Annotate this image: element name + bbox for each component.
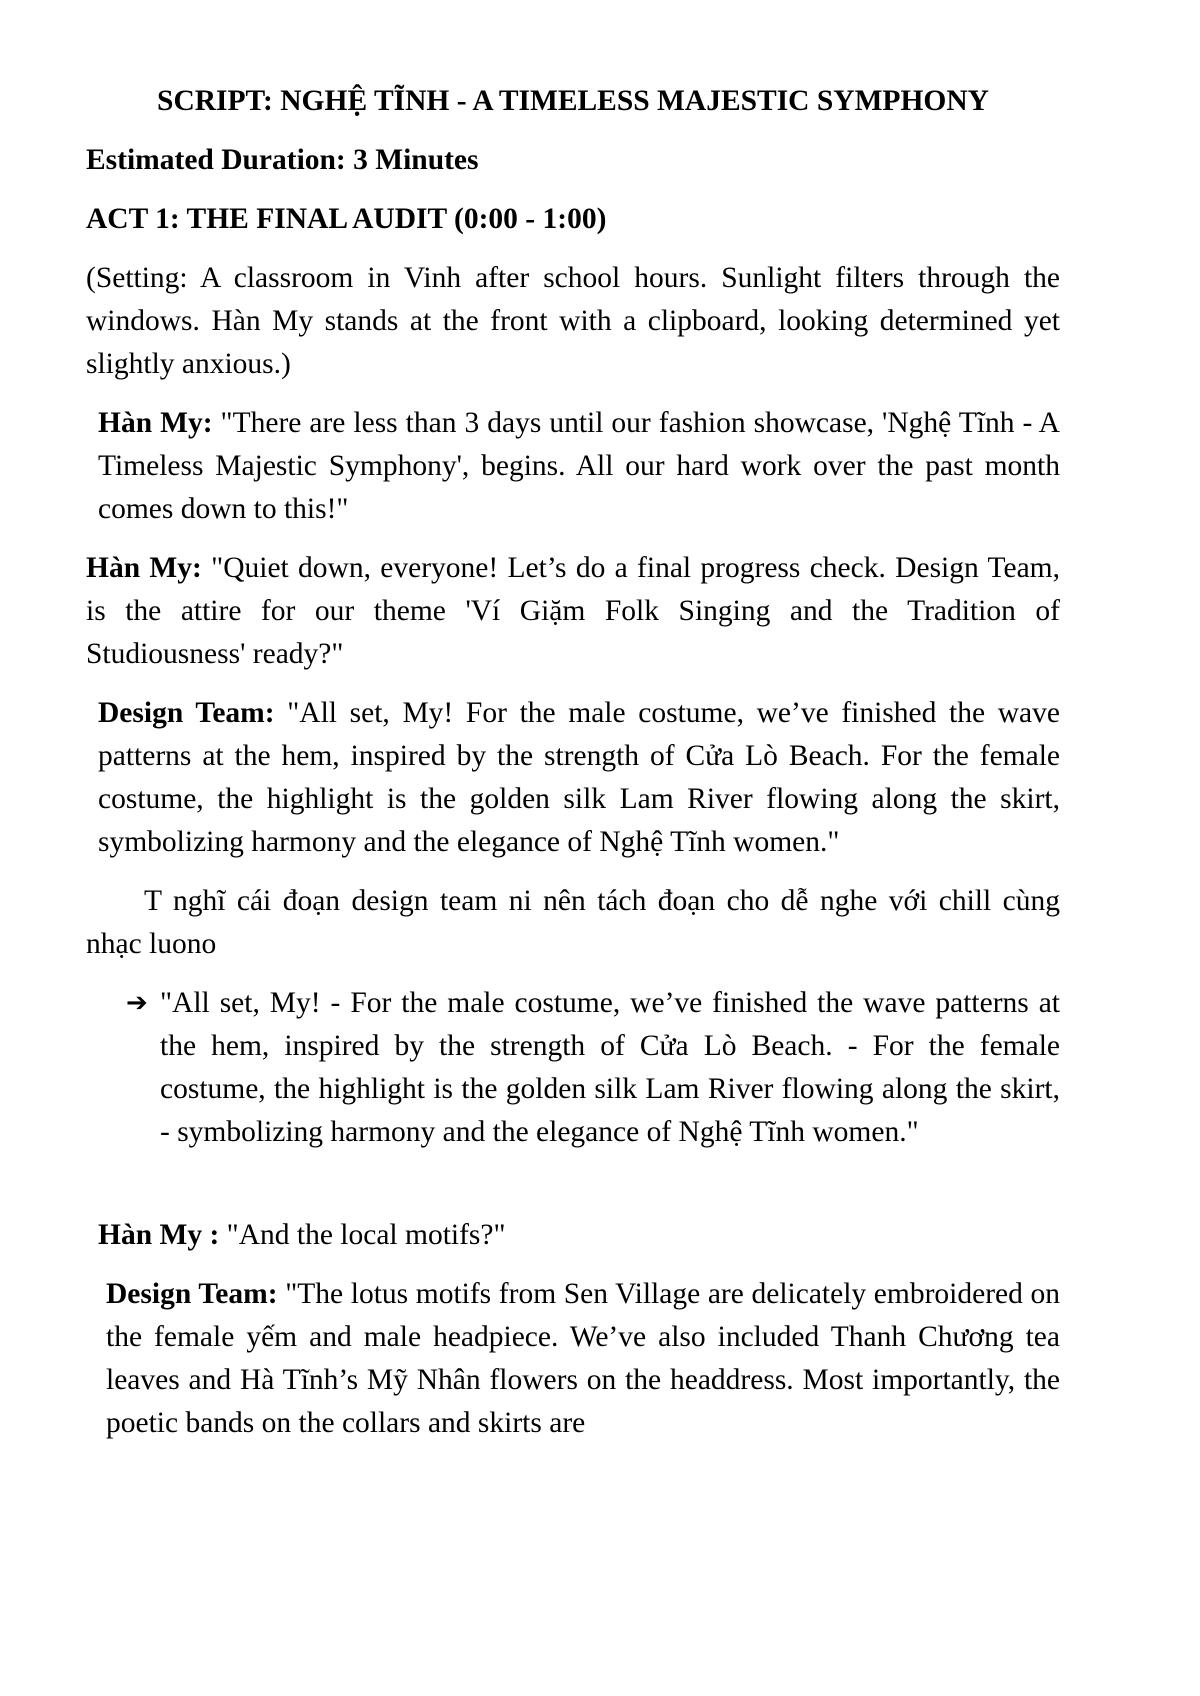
- speaker-name: Hàn My :: [98, 1219, 220, 1251]
- dialogue-text: "And the local motifs?": [219, 1219, 506, 1251]
- blank-line: [86, 1170, 1060, 1214]
- document-body: [86, 80, 1060, 1461]
- dialogue-line: [86, 402, 1060, 531]
- script-title: SCRIPT: NGHỆ TĨNH - A TIMELESS MAJESTIC SYMPHONY: [157, 85, 989, 117]
- arrow-right-icon: ➔: [126, 988, 148, 1018]
- editor-note: T nghĩ cái đoạn design team ni nên tách đoạn cho dễ nghe với chill cùng nhạc luono: [86, 885, 1060, 960]
- dialogue-line: [86, 1273, 1060, 1445]
- dialogue-line: [86, 692, 1060, 864]
- speaker-name: Design Team:: [106, 1278, 278, 1310]
- arrow-list-item: [86, 982, 1060, 1154]
- dialogue-text: "All set, My! For the male costume, we’ve finished the wave patterns at the hem, inspired by the strength of Cửa Lò Beach. For the female costume, the highlight is the golden silk Lam River flowing along the skirt, symbolizing harmony and the elegance of Nghệ Tĩnh women.": [98, 697, 1060, 858]
- setting-paragraph: (Setting: A classroom in Vinh after school hours. Sunlight filters through the windows. Hàn My stands at the front with a clipboard, looking determined yet slightly anxious.): [86, 262, 1060, 380]
- speaker-name: Hàn My:: [98, 407, 213, 439]
- dialogue-text: "Quiet down, everyone! Let’s do a final progress check. Design Team, is the attire for our theme 'Ví Giặm Folk Singing and the Tradition of Studiousness' ready?": [86, 552, 1060, 670]
- dialogue-line: [86, 547, 1060, 676]
- dialogue-line: [86, 1214, 1060, 1257]
- duration-line: Estimated Duration: 3 Minutes: [86, 144, 479, 176]
- act-heading: ACT 1: THE FINAL AUDIT (0:00 - 1:00): [86, 203, 607, 235]
- speaker-name: Design Team:: [98, 697, 275, 729]
- arrow-item-text: "All set, My! - For the male costume, we’ve finished the wave patterns at the hem, inspired by the strength of Cửa Lò Beach. - For the female costume, the highlight is the golden silk Lam River flowing along the skirt, - symbolizing harmony and the elegance of Nghệ Tĩnh women.": [160, 987, 1060, 1148]
- dialogue-text: "There are less than 3 days until our fashion showcase, 'Nghệ Tĩnh - A Timeless Majestic Symphony', begins. All our hard work over the past month comes down to this!": [98, 407, 1060, 525]
- speaker-name: Hàn My:: [86, 552, 202, 584]
- dialogue-text: "The lotus motifs from Sen Village are delicately embroidered on the female yếm and male headpiece. We’ve also included Thanh Chương tea leaves and Hà Tĩnh’s Mỹ Nhân flowers on the headdress. Most importantly, the poetic bands on the collars and skirts are: [106, 1278, 1060, 1439]
